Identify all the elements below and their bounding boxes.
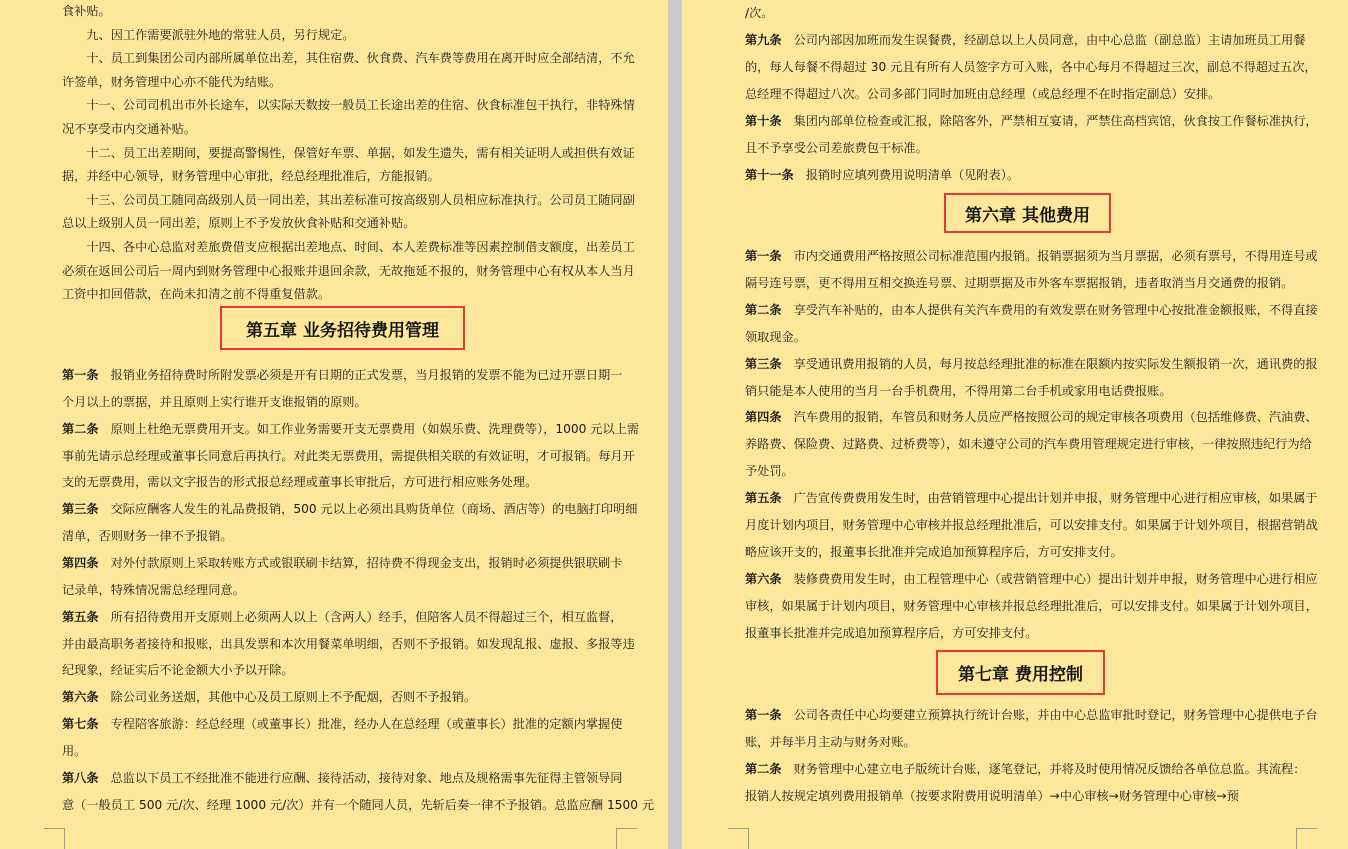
article-line [745, 571, 1318, 587]
text-line [745, 436, 1312, 452]
article-text: 领取现金。 [745, 329, 806, 344]
article-line [745, 356, 1318, 372]
text-line [745, 544, 1123, 560]
text-line: 许签单，财务管理中心亦不能代为结账。 [62, 74, 282, 89]
article-number: 第一条 [745, 708, 782, 722]
article-number: 第六条 [62, 690, 99, 705]
article-text: 意（一般员工 500 元/次、经理 1000 元/次）并有一个随同人员，先斩后奏一律不予报销。总监应酬 1500 元 [62, 797, 655, 812]
article-text: 报销业务招待费时所附发票必须是开有日期的正式发票，当月报销的发票不能为已过开票日期一 [110, 368, 623, 382]
text-line [62, 394, 367, 410]
article-number: 第二条 [745, 762, 782, 776]
text-line [62, 662, 294, 678]
article-number: 第六条 [745, 571, 782, 586]
article-text: 纪现象，经证实后不论金额大小予以开除。 [62, 663, 294, 678]
text-line [62, 797, 654, 813]
margin-corner-mark [616, 828, 637, 849]
article-text: 除公司业务送烟，其他中心及员工原则上不予配烟，否则不予报销。 [110, 690, 477, 705]
text-line: 十二、员工出差期间，要提高警惕性，保管好车票、单据，如发生遗失，需有相关证明人或担供有效证 [62, 145, 635, 160]
text-line [745, 734, 916, 750]
article-line [745, 248, 1318, 264]
article-text: 原则上杜绝无票费用开支。如工作业务需要开支无票费用（如娱乐费、洗理费等），1000 元以上需 [110, 421, 640, 436]
text-line: 十、员工到集团公司内部所属单位出差，其住宿费、伙食费、汽车费等费用在离开时应全部结清，不允 [62, 51, 635, 66]
article-text: 公司内部因加班而发生误餐费，经副总以上人员同意，由中心总监（副总监）主请加班员工用餐 [793, 33, 1306, 47]
article-text: 且不予享受公司差旅费包干标准。 [745, 141, 928, 155]
text-line [62, 582, 245, 598]
article-text: 财务管理中心建立电子版统计台账，逐笔登记，并将及时使用情况反馈给各单位总监。其流程： [793, 762, 1306, 776]
article-line [745, 302, 1318, 318]
article-text: 销只能是本人使用的当月一台手机费用，不得用第二台手机或家用电话费报账。 [745, 383, 1172, 398]
article-line [62, 770, 623, 786]
text-line: 食补贴。 [62, 4, 111, 18]
article-text: 支的无票费用，需以文字报告的形式报总经理或董事长审批后，方可进行相应账务处理。 [62, 475, 538, 490]
article-number: 第八条 [62, 770, 99, 785]
article-text: 对外付款原则上采取转账方式或银联刷卡结算，招待费不得现金支出，报销时必须提供银联刷卡 [110, 555, 623, 570]
text-line [62, 474, 537, 490]
text-line [62, 636, 635, 652]
article-text: 养路费、保险费、过路费、过桥费等），如未遵守公司的汽车费用管理规定进行审核，一律按照违纪行为给 [745, 437, 1312, 452]
article-line [62, 689, 476, 705]
chapter-heading: 第七章 费用控制 [936, 650, 1105, 695]
article-line [62, 367, 623, 383]
text-line [745, 140, 928, 156]
text-line: 必须在返回公司后一周内到财务管理中心报账并退回余款，无故拖延不报的，财务管理中心有权从本人当月 [62, 263, 635, 278]
article-text: 公司各责任中心均要建立预算执行统计台账，并由中心总监审批时登记，财务管理中心提供电子台 [793, 708, 1318, 722]
text-line [745, 275, 1293, 291]
text-line [745, 86, 1220, 102]
article-line [62, 501, 638, 517]
article-text: 用。 [62, 743, 87, 758]
text-line: 总以上级别人员一同出差，原则上不予发放伙食补贴和交通补贴。 [62, 216, 416, 231]
article-number: 第十一条 [745, 168, 794, 182]
text-line: 工资中扣回借款，在尚未扣清之前不得重复借款。 [62, 287, 331, 302]
text-line [745, 598, 1318, 614]
article-text: 所有招待费用开支原则上必须两人以上（含两人）经手，但陪客人员不得超过三个，相互监督， [110, 609, 623, 624]
article-number: 第三条 [745, 356, 782, 371]
article-text: 汽车费用的报销，车管员和财务人员应严格按照公司的规定审核各项费用（包括维修费、汽油费、 [793, 410, 1318, 425]
article-text: 总经理不得超过八次。公司多部门同时加班由总经理（或总经理不在时指定副总）安排。 [745, 87, 1221, 101]
article-number: 第五条 [745, 491, 782, 506]
article-line [745, 409, 1318, 425]
text-line [62, 528, 233, 544]
text-line: 九、因工作需要派驻外地的常驻人员，另行规定。 [62, 27, 355, 42]
article-text: 交际应酬客人发生的礼品费报销，500 元以上必须出具购货单位（商场、酒店等）的电脑打印明细 [110, 502, 638, 517]
text-line: 十四、各中心总监对差旅费借支应根据出差地点、时间、本人差费标准等因素控制借支额度，出差员工 [62, 240, 635, 254]
article-text: /次。 [745, 6, 774, 20]
article-text: 并由最高职务者接待和报账，出具发票和本次用餐菜单明细，否则不予报销。如发现乱报、虚报、多报等违 [62, 636, 635, 651]
article-line [745, 167, 1019, 183]
article-text: 专程陪客旅游：经总经理（或董事长）批准，经办人在总经理（或董事长）批准的定额内掌握使 [110, 717, 623, 732]
article-line [745, 761, 1306, 777]
chapter-heading: 第六章 其他费用 [944, 193, 1111, 233]
text-line [745, 463, 794, 479]
article-number: 第九条 [745, 33, 782, 47]
article-line [62, 716, 623, 732]
text-line [745, 517, 1318, 533]
article-line [745, 490, 1318, 506]
text-line [62, 743, 86, 759]
article-number: 第四条 [745, 410, 782, 425]
article-text: 总监以下员工不经批准不能进行应酬、接待活动，接待对象、地点及规格需事先征得主管领导同 [110, 770, 623, 785]
article-text: 略应该开支的，报董事长批准并完成追加预算程序后，方可安排支付。 [745, 544, 1123, 559]
article-number: 第三条 [62, 502, 99, 517]
article-text: 享受通讯费用报销的人员，每月按总经理批准的标准在限额内按实际发生额报销一次，通讯费的报 [793, 356, 1318, 371]
article-text: 个月以上的票据，并且原则上实行谁开支谁报销的原则。 [62, 394, 367, 409]
article-text: 广告宣传费费用发生时，由营销管理中心提出计划并申报，财务管理中心进行相应审核，如果属于 [793, 491, 1318, 506]
article-number: 第一条 [62, 368, 99, 382]
text-line [62, 448, 635, 464]
article-text: 市内交通费用严格按照公司标准范围内报销。报销票据须为当月票据，必须有票号，不得用连号或 [793, 249, 1318, 263]
article-number: 第十条 [745, 114, 782, 128]
article-text: 清单，否则财务一律不予报销。 [62, 529, 233, 544]
text-line [745, 329, 806, 345]
article-text: 记录单，特殊情况需总经理同意。 [62, 582, 245, 597]
article-line [745, 113, 1318, 129]
text-line [745, 59, 1317, 75]
article-text: 事前先请示总经理或董事长同意后再执行。对此类无票费用，需提供相关联的有效证明，才可报销。每月开 [62, 448, 635, 463]
article-text: 账，并每半月主动与财务对账。 [745, 735, 916, 749]
text-line [745, 5, 773, 21]
article-line [745, 32, 1306, 48]
article-number: 第二条 [62, 421, 99, 436]
article-line [745, 707, 1318, 723]
article-text: 报销人按规定填列费用报销单（按要求附费用说明清单）→中心审核→财务管理中心审核→预 [745, 789, 1239, 803]
text-line: 据，并经中心领导，财务管理中心审批，经总经理批准后，方能报销。 [62, 169, 440, 184]
text-line [745, 625, 1038, 641]
article-line [62, 421, 640, 437]
text-line [745, 383, 1172, 399]
text-line [745, 788, 1239, 804]
article-text: 报销时应填列费用说明清单（见附表）。 [805, 168, 1020, 182]
right-text-area [745, 0, 1318, 849]
article-text: 装修费费用发生时，由工程管理中心（或营销管理中心）提出计划并申报，财务管理中心进行相应 [793, 571, 1318, 586]
article-text: 的，每人每餐不得超过 30 元且有所有人员签字方可入账，各中心每月不得超过三次，副总不得超过五次， [745, 60, 1317, 74]
article-line [62, 609, 623, 625]
text-line: 十一、公司司机出市外长途车，以实际天数按一般员工长途出差的住宿、伙食标准包干执行，非特殊情 [62, 98, 635, 113]
article-text: 予处罚。 [745, 464, 794, 479]
article-number: 第二条 [745, 302, 782, 317]
article-text: 隔号连号票，更不得用互相交换连号票、过期票据及市外客车票据报销，违者取消当月交通费的报销。 [745, 275, 1294, 290]
article-number: 第四条 [62, 555, 99, 570]
article-number: 第五条 [62, 609, 99, 624]
chapter-heading: 第五章 业务招待费用管理 [220, 306, 465, 350]
page-gutter [668, 0, 682, 849]
article-line [62, 555, 623, 571]
article-text: 报董事长批准并完成追加预算程序后，方可安排支付。 [745, 625, 1038, 640]
article-text: 集团内部单位检查或汇报，除陪客外，严禁相互宴请，严禁住高档宾馆，伙食按工作餐标准执行， [793, 114, 1318, 128]
document-page-left [0, 0, 668, 849]
text-line: 况不享受市内交通补贴。 [62, 122, 197, 136]
margin-corner-mark [44, 828, 65, 849]
article-text: 审核，如果属于计划内项目，财务管理中心审核并报总经理批准后，可以安排支付。如果属于计划外项目， [745, 598, 1318, 613]
article-text: 月度计划内项目，财务管理中心审核并报总经理批准后，可以安排支付。如果属于计划外项目，根据营销战 [745, 518, 1318, 532]
article-number: 第七条 [62, 717, 99, 732]
article-text: 享受汽车补贴的，由本人提供有关汽车费用的有效发票在财务管理中心按批准金额报账，不得直接 [793, 302, 1318, 317]
article-number: 第一条 [745, 249, 782, 263]
text-line: 十三、公司员工随同高级别人员一同出差，其出差标准可按高级别人员相应标准执行。公司员工随同副 [62, 192, 635, 207]
